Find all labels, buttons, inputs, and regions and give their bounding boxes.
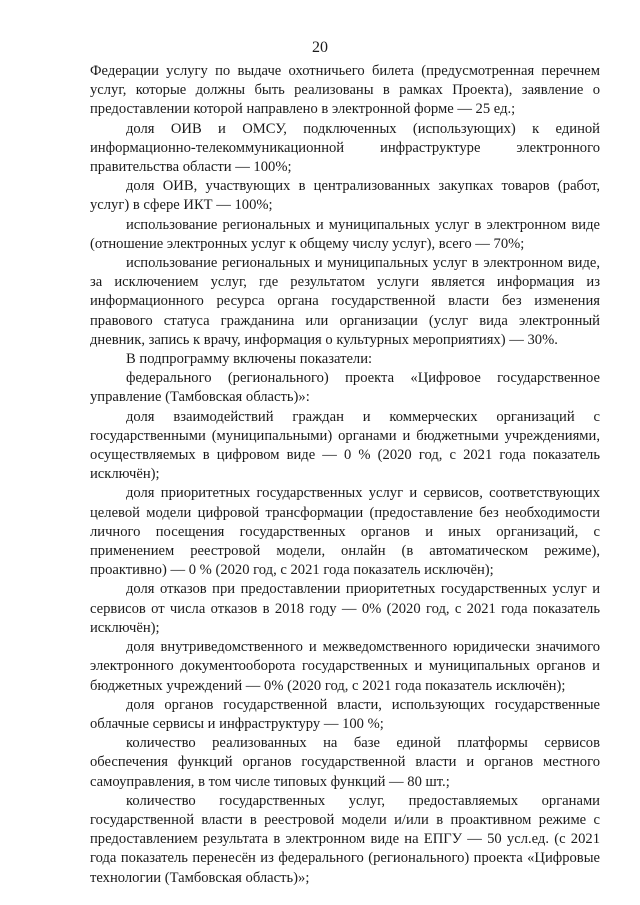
paragraph: использование региональных и муниципальных услуг в электронном виде (отношение электронных услуг к общему числу услуг), всего — 70%;: [90, 216, 600, 252]
paragraph: доля внутриведомственного и межведомственного юридически значимого электронного документооборота государственных и муниципальных органов и бюджетных учреждений — 0% (2020 год, с 2021 года показатель исключён);: [90, 639, 600, 694]
paragraph: доля отказов при предоставлении приоритетных государственных услуг и сервисов от числа отказов в 2018 году — 0% (2020 год, с 2021 года показатель исключён);: [90, 581, 600, 636]
paragraph: доля ОИВ и ОМСУ, подключенных (использующих) к единой информационно-телекоммуникационной инфраструктуре электронного правительства области — 100%;: [90, 120, 600, 176]
paragraph: Федерации услугу по выдаче охотничьего билета (предусмотренная перечнем услуг, которые должны быть реализованы в рамках Проекта), заявление о предоставлении которой направлено в электронной форме — 25 ед.;: [90, 63, 600, 118]
paragraph: доля органов государственной власти, использующих государственные облачные сервисы и инфраструктуру — 100 %;: [90, 696, 600, 732]
paragraph: доля взаимодействий граждан и коммерческих организаций с государственными (муниципальными) органами и бюджетными учреждениями, осуществляемых в цифровом виде — 0 % (2020 год, с 2021 года показатель исключён);: [90, 408, 600, 483]
paragraph: количество реализованных на базе единой платформы сервисов обеспечения функций органов государственной власти и органов местного самоуправления, в том числе типовых функций — 80 шт.;: [90, 735, 600, 790]
paragraph: федерального (регионального) проекта «Цифровое государственное управление (Тамбовская область)»:: [90, 370, 600, 406]
page-number: 20: [312, 39, 328, 56]
paragraph: В подпрограмму включены показатели:: [126, 351, 373, 368]
paragraph: доля ОИВ, участвующих в централизованных закупках товаров (работ, услуг) в сфере ИКТ — 100%;: [90, 178, 600, 214]
paragraph: количество государственных услуг, предоставляемых органами государственной власти в реестровой модели и/или в проактивном режиме с предоставлением результата в электронном виде на ЕПГУ — 50 усл.ед. (с 2021 года показатель перенесён из федерального (регионального) проекта «Цифровые технологии (Тамбовская область)»;: [90, 792, 600, 886]
paragraph: доля приоритетных государственных услуг и сервисов, соответствующих целевой модели цифровой трансформации (предоставление без необходимости личного посещения государственных органов и иных организаций, с применением реестровой модели, онлайн (в автоматическом режиме), проактивно) — 0 % (2020 год, с 2021 года показатель исключён);: [90, 485, 600, 579]
document-body: [90, 62, 600, 888]
paragraph: использование региональных и муниципальных услуг в электронном виде, за исключением услуг, где результатом услуги является информация из информационного ресурса органа государственной власти без изменения правового статуса гражданина или организации (услуг вида электронный дневник, запись к врачу, информация о культурных мероприятиях) — 30%.: [90, 255, 600, 348]
